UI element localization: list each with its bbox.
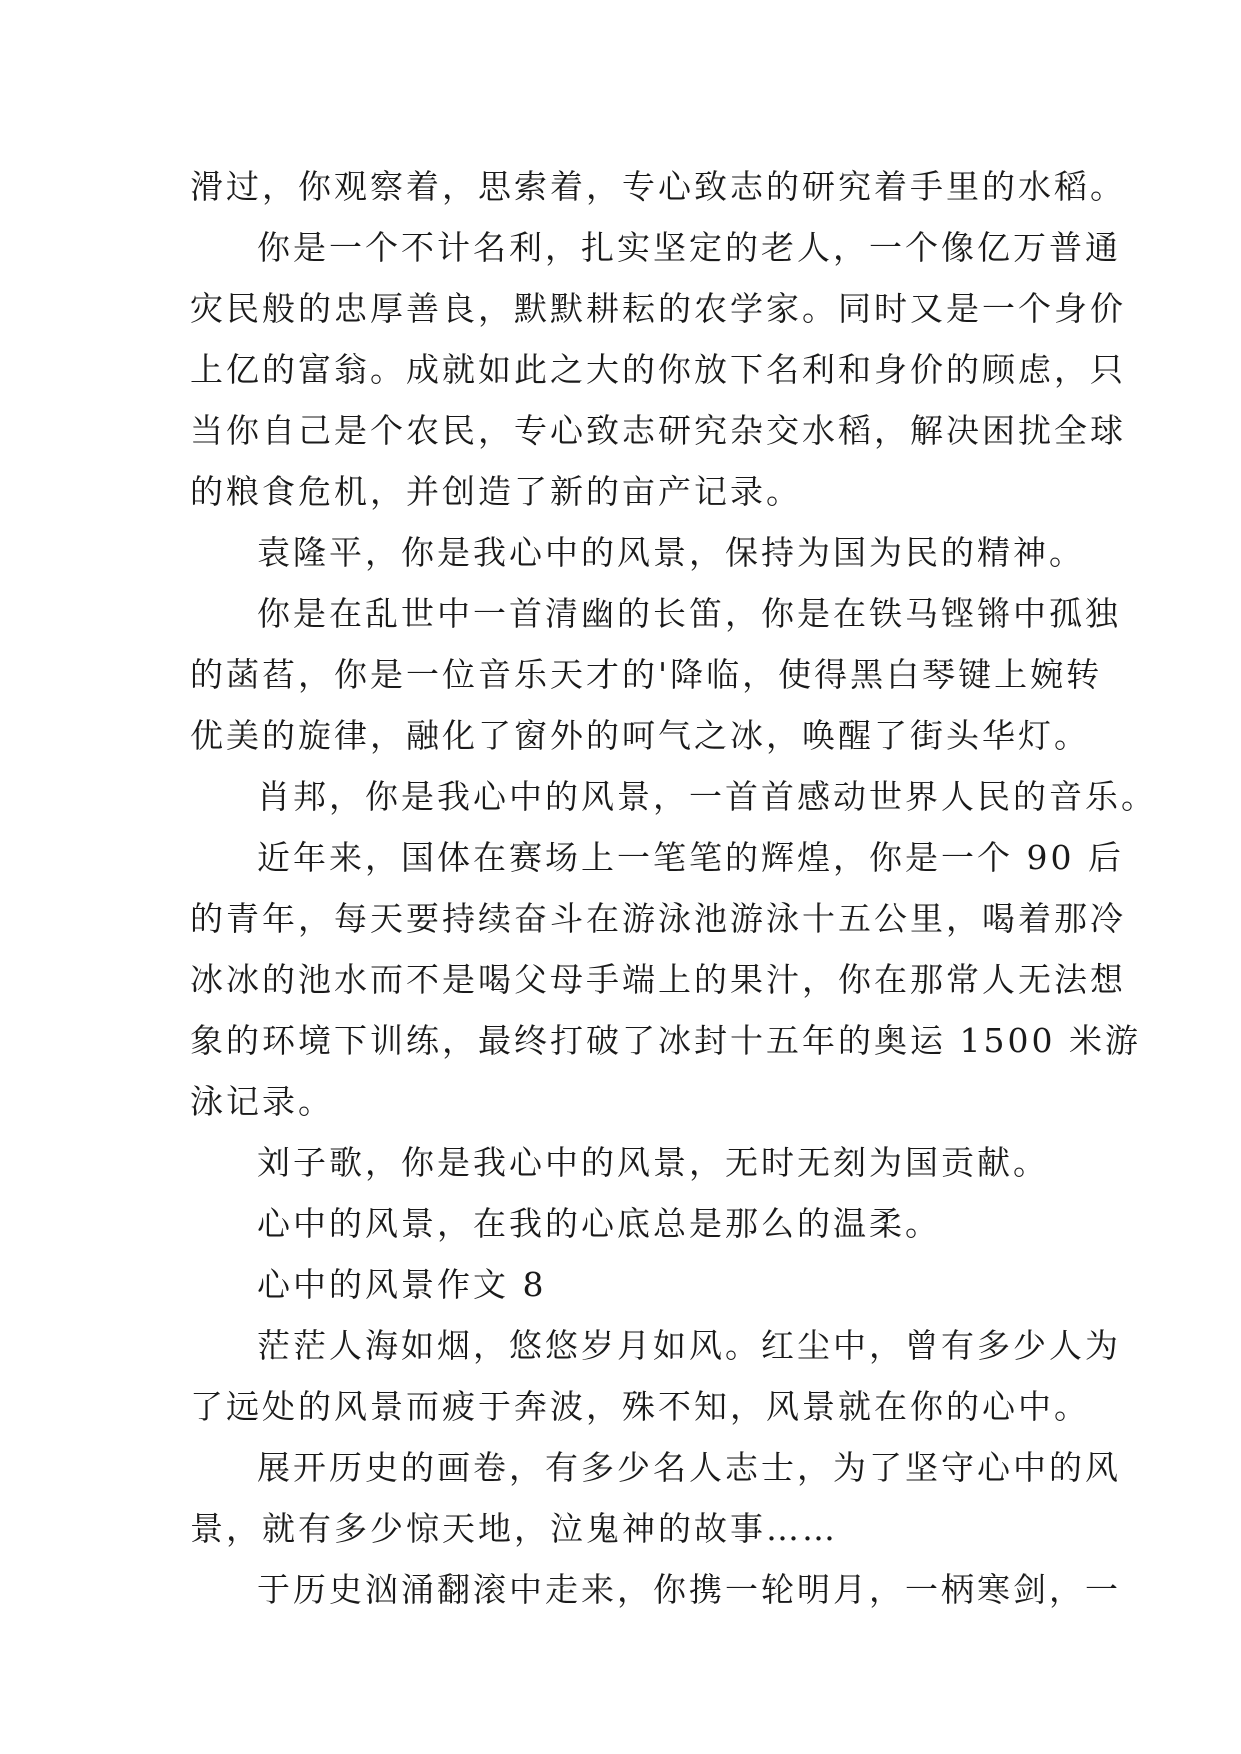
text-line: 的菡萏，你是一位音乐天才的'降临，使得黑白琴键上婉转 [190, 655, 1103, 694]
text-line: 的粮食危机，并创造了新的亩产记录。 [190, 472, 802, 511]
text-line: 上亿的富翁。成就如此之大的你放下名利和身价的顾虑，只 [190, 350, 1126, 389]
paragraph [190, 1132, 1060, 1193]
text-line: 优美的旋律，融化了窗外的呵气之冰，唤醒了街头华灯。 [190, 716, 1090, 755]
paragraph [190, 583, 1121, 766]
paragraph [190, 1193, 1060, 1254]
paragraph [190, 156, 1126, 217]
paragraph [190, 1315, 1121, 1437]
paragraph [190, 827, 1141, 1132]
text-line: 心中的风景，在我的心底总是那么的温柔。 [257, 1204, 941, 1243]
text-line: 心中的风景作文 8 [257, 1265, 547, 1304]
text-line: 茫茫人海如烟，悠悠岁月如风。红尘中，曾有多少人为 [257, 1326, 1121, 1365]
paragraph [190, 1254, 1060, 1315]
text-line: 景，就有多少惊天地，泣鬼神的故事…… [190, 1509, 838, 1548]
text-line: 了远处的风景而疲于奔波，殊不知，风景就在你的心中。 [190, 1387, 1090, 1426]
paragraph [190, 1559, 1121, 1620]
text-line: 于历史汹涌翻滚中走来，你携一轮明月，一柄寒剑，一 [257, 1570, 1121, 1609]
text-line: 袁隆平，你是我心中的风景，保持为国为民的精神。 [257, 533, 1085, 572]
text-line: 的青年，每天要持续奋斗在游泳池游泳十五公里，喝着那冷 [190, 899, 1126, 938]
text-line: 当你自己是个农民，专心致志研究杂交水稻，解决困扰全球 [190, 411, 1126, 450]
text-line: 滑过，你观察着，思索着，专心致志的研究着手里的水稻。 [190, 167, 1126, 206]
document-body [190, 156, 1157, 1620]
text-line: 灾民般的忠厚善良，默默耕耘的农学家。同时又是一个身价 [190, 289, 1126, 328]
paragraph [190, 522, 1085, 583]
text-line: 泳记录。 [190, 1082, 334, 1121]
text-line: 展开历史的画卷，有多少名人志士，为了坚守心中的风 [257, 1448, 1121, 1487]
text-line: 冰冰的池水而不是喝父母手端上的果汁，你在那常人无法想 [190, 960, 1126, 999]
paragraph [190, 217, 1126, 522]
text-line: 象的环境下训练，最终打破了冰封十五年的奥运 1500 米游 [190, 1021, 1141, 1060]
text-line: 你是在乱世中一首清幽的长笛，你是在铁马铿锵中孤独 [257, 594, 1121, 633]
paragraph [190, 1437, 1121, 1559]
text-line: 你是一个不计名利，扎实坚定的老人，一个像亿万普通 [257, 228, 1121, 267]
text-line: 肖邦，你是我心中的风景，一首首感动世界人民的音乐。 [257, 777, 1157, 816]
text-line: 刘子歌，你是我心中的风景，无时无刻为国贡献。 [257, 1143, 1049, 1182]
text-line: 近年来，国体在赛场上一笔笔的辉煌，你是一个 90 后 [257, 838, 1124, 877]
paragraph [190, 766, 1157, 827]
